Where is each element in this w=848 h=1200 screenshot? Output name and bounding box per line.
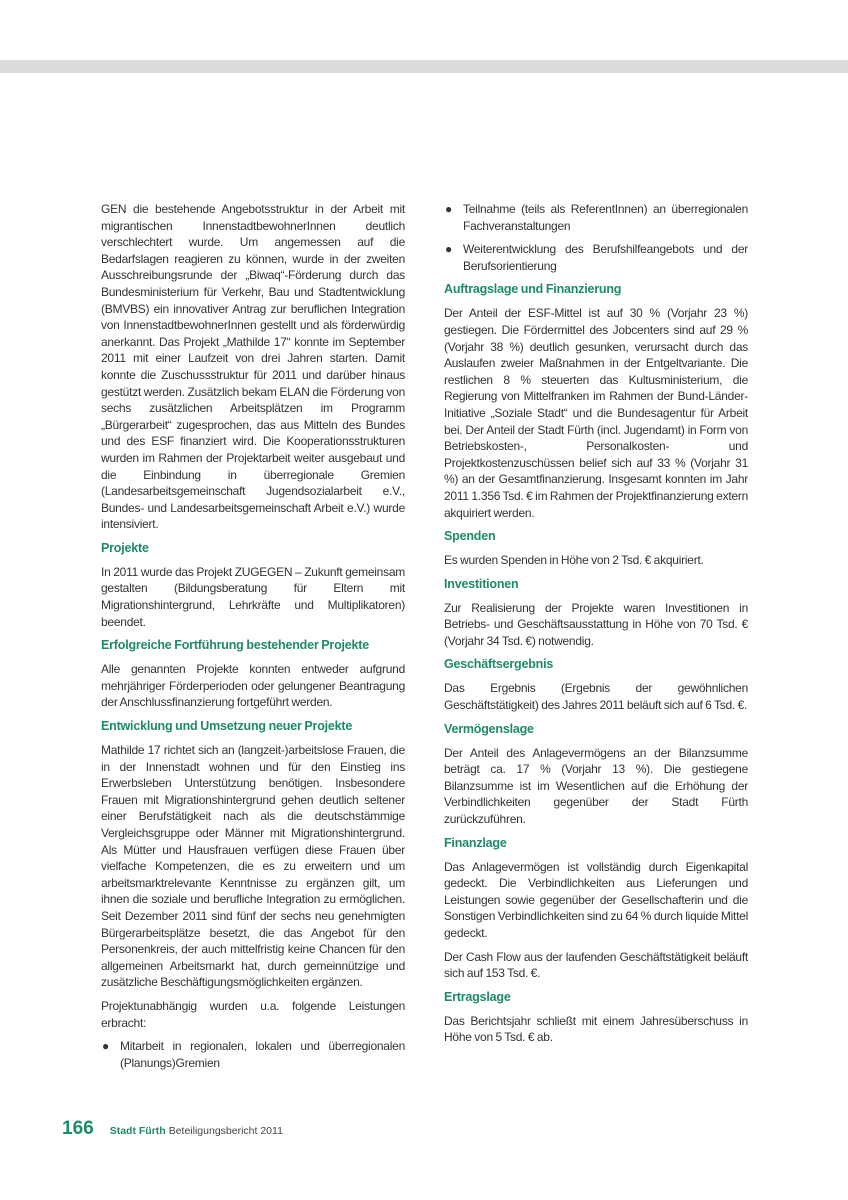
bullet-list-item: [444, 241, 748, 274]
left-column: [101, 201, 405, 1078]
section-heading: Vermögenslage: [444, 721, 534, 736]
list-item-text: Teilnahme (teils als ReferentInnen) an überregionalen Fachveranstaltungen: [463, 202, 748, 233]
body-paragraph: GEN die bestehende Angebotsstruktur in der Arbeit mit migrantischen InnenstadtbewohnerInnen deutlich verschlechtert wurde. Um angemessen auf die Bedarfslagen reagieren zu können, wurde in der zweiten Ausschreibungsrunde der „Biwaq“-Förderung durch das Bundesministerium für Verkehr, Bau und Stadtentwicklung (BMVBS) ein innovativer Antrag zur beruflichen Integration von InnenstadtbewohnerInnen gestellt und als förderwürdig anerkannt. Das Projekt „Mathilde 17“ konnte im September 2011 mit einer Laufzeit von drei Jahren starten. Damit konnte die Zuschussstruktur für 2011 und darüber hinaus gestützt werden. Zusätzlich bekam ELAN die Förderung von sechs zusätzlichen Arbeitsplätzen im Programm „Bürgerarbeit“ zugesprochen, das aus Mitteln des Bundes und des ESF finanziert wird. Die Kooperationsstrukturen wurden im Rahmen der Projektarbeit weiter ausgebaut und die Einbindung in überregionale Gremien (Landesarbeitsgemeinschaft Jugendsozialarbeit e.V., Bundes- und Landesarbeitsgemeinschaft Arbeit e.V.) wurde intensiviert.: [101, 202, 405, 532]
section-heading: Investitionen: [444, 576, 519, 591]
list-item-text: Mitarbeit in regionalen, lokalen und überregionalen (Planungs)Gremien: [120, 1039, 405, 1070]
body-paragraph: Alle genannten Projekte konnten entweder aufgrund mehrjähriger Förderperioden oder gelungener Beantragung der Anschlussfinanzierung fortgeführt werden.: [101, 662, 405, 710]
section-heading: Ertragslage: [444, 989, 511, 1004]
body-paragraph: Das Anlagevermögen ist vollständig durch Eigenkapital gedeckt. Die Verbindlichkeiten aus Lieferungen und Leistungen sowie gegenüber der Gesellschafterin und die Sonstigen Verbindlichkeiten sind zu 64 % durch liquide Mittel gedeckt.: [444, 859, 748, 940]
section-heading: Finanzlage: [444, 835, 507, 850]
section-heading: Auftragslage und Finanzierung: [444, 282, 622, 297]
footer-report-title: Beteiligungsbericht 2011: [168, 1125, 283, 1137]
page-footer: [62, 1118, 283, 1140]
section-heading: Spenden: [444, 529, 496, 544]
list-item-text: Weiterentwicklung des Berufshilfeangebots und der Berufsorientierung: [463, 242, 748, 273]
footer-brand: Stadt Fürth: [109, 1125, 166, 1137]
section-heading: Geschäftsergebnis: [444, 657, 554, 672]
body-paragraph: In 2011 wurde das Projekt ZUGEGEN – Zukunft gemeinsam gestalten (Bildungsberatung für Eltern mit Migrationshintergrund, Lehrkräfte und Multiplikatoren) beendet.: [101, 564, 405, 629]
section-heading: Projekte: [101, 540, 149, 555]
bullet-icon: ●: [445, 242, 452, 257]
body-paragraph: Projektunabhängig wurden u.a. folgende Leistungen erbracht:: [101, 998, 405, 1030]
bullet-icon: ●: [445, 202, 452, 216]
page-number: 166: [62, 1118, 94, 1139]
bullet-list-item: [101, 1038, 405, 1071]
section-heading: Erfolgreiche Fortführung bestehender Projekte: [101, 638, 370, 653]
section-heading: Entwicklung und Umsetzung neuer Projekte: [101, 719, 353, 734]
body-paragraph: Zur Realisierung der Projekte waren Investitionen in Betriebs- und Geschäftsausstattung in Höhe von 70 Tsd. € (Vorjahr 34 Tsd. €) notwendig.: [444, 600, 748, 648]
bullet-list-item: [444, 201, 748, 234]
body-paragraph: Es wurden Spenden in Höhe von 2 Tsd. € akquiriert.: [444, 553, 704, 568]
body-paragraph: Das Ergebnis (Ergebnis der gewöhnlichen Geschäftstätigkeit) des Jahres 2011 beläuft sich auf 6 Tsd. €.: [444, 681, 748, 713]
body-paragraph: Das Berichtsjahr schließt mit einem Jahresüberschuss in Höhe von 5 Tsd. € ab.: [444, 1013, 748, 1045]
body-paragraph: Der Anteil des Anlagevermögens an der Bilanzsumme beträgt ca. 17 % (Vorjahr 13 %). Die gestiegene Bilanzsumme ist im Wesentlichen auf die Erhöhung der Verbindlichkeiten gegenüber der Stadt Fürth zurückzuführen.: [444, 745, 748, 827]
bullet-icon: ●: [102, 1039, 109, 1054]
right-column: [444, 201, 748, 1053]
header-band: [0, 60, 848, 73]
body-paragraph: Der Cash Flow aus der laufenden Geschäftstätigkeit beläuft sich auf 153 Tsd. €.: [444, 949, 748, 981]
body-paragraph: Mathilde 17 richtet sich an (langzeit-)arbeitslose Frauen, die in der Innenstadt wohnen und für den Einstieg ins Erwerbsleben Unterstützung benötigen. Insbesondere Frauen mit Migrationshintergrund gehen deutlich seltener einer Berufstätigkeit nach als die deutschstämmige Vergleichsgruppe oder Männer mit Migrationshintergrund. Als Mütter und Hausfrauen verfügen diese Frauen über vielfache Kompetenzen, die es zu erweitern und um arbeitsmarktrelevante Kenntnisse zu ergänzen gilt, um ihnen die soziale und berufliche Integration zu ermöglichen. Seit Dezember 2011 sind fünf der sechs neu genehmigten Bürgerarbeitsplätze besetzt, die das Angebot für den Personenkreis, der auch mittelfristig keine Chancen für den allgemeinen Arbeitsmarkt hat, durch gemeinnützige und zusätzliche Beschäftigungsmöglichkeiten ergänzen.: [101, 743, 405, 990]
body-paragraph: Der Anteil der ESF-Mittel ist auf 30 % (Vorjahr 23 %) gestiegen. Die Fördermittel des Jobcenters sind auf 29 % (Vorjahr 38 %) deutlich gesunken, verursacht durch das Auslaufen zweier Maßnahmen in der Entgeltvariante. Die restlichen 8 % steuerten das Kultusministerium, die Regierung von Mittelfranken im Rahmen der Bund-Länder-Initiative „Soziale Stadt“ und die Bundesagentur für Arbeit bei. Der Anteil der Stadt Fürth (incl. Jugendamt) in Form von Betriebskosten-, Personalkosten- und Projektkostenzuschüssen belief sich auf 33 % (Vorjahr 31 %) an der Gesamtfinanzierung. Insgesamt konnten im Jahr 2011 1.356 Tsd. € im Rahmen der Projektfinanzierung extern akquiriert werden.: [444, 306, 748, 520]
